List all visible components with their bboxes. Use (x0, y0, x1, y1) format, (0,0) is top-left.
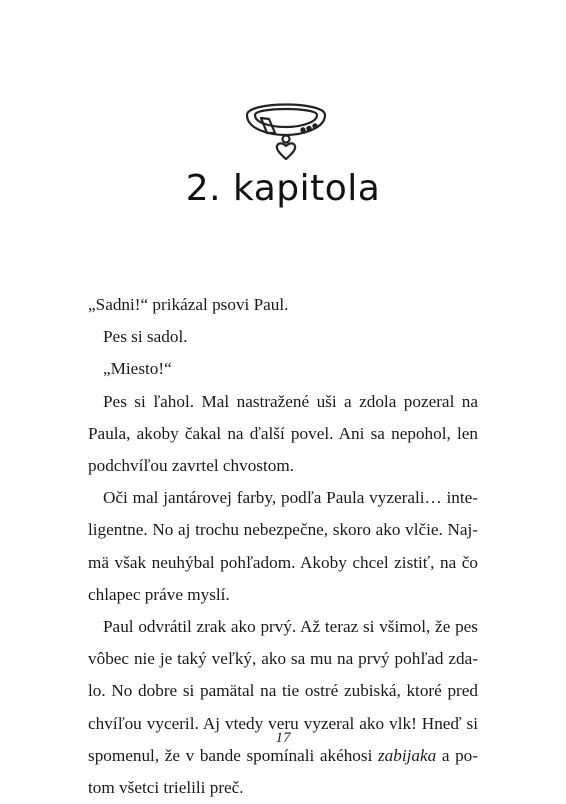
paragraph: „Sadni!“ prikázal psovi Paul. (88, 295, 289, 314)
paragraph (88, 611, 478, 804)
emphasized-word: zabijaka (377, 745, 437, 765)
paragraph: „Miesto!“ (103, 359, 172, 379)
paragraph: Oči mal jantárovej farby, podľa Paula vyzerali… inte-ligentne. No aj trochu nebezpečne, skoro ako vlčie. Naj-mä však neuhýbal pohľadom. Akoby chcel zistiť, na čo chlapec práve myslí. (88, 488, 478, 604)
paragraph: Pes si ľahol. Mal nastražené uši a zdola pozeral na Paula, akoby čakal na ďalší povel. Ani sa nepohol, len podchvíľou zavrtel chvostom. (88, 391, 478, 476)
dog-collar-icon (241, 93, 331, 173)
chapter-body-text (88, 289, 478, 804)
page-number: 17 (275, 730, 291, 746)
paragraph: Pes si sadol. (103, 327, 188, 347)
paragraph-text: Paul odvrátil zrak ako prvý. Až teraz si všimol, že pes vôbec nie je taký veľký, ako sa mu na prvý pohľad zda-lo. No dobre si pamätal na tie ostré zubiská, ktoré pred chvíľou vyceril. Aj vtedy veru vyzeral ako vlk! Hneď si spomenul, že v bande spomínali akéhosi (88, 617, 478, 765)
chapter-title: 2. kapitola (185, 168, 381, 209)
paragraph-text: a po-tom všetci trielili preč. (88, 745, 478, 798)
